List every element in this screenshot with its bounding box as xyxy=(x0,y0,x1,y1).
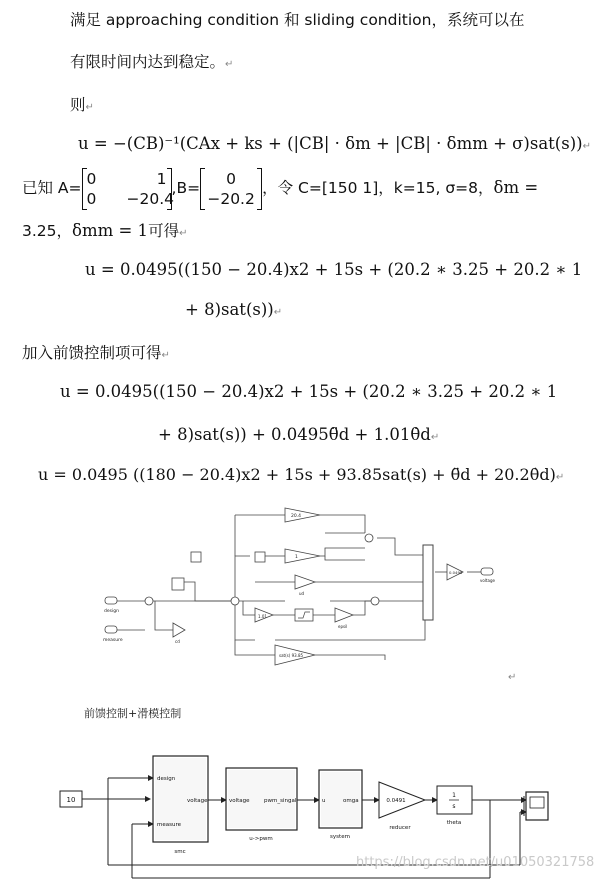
reducer-name: reducer xyxy=(389,825,411,831)
port-design-label: design xyxy=(104,609,119,614)
equation-2b-text: + 8)sat(s)) xyxy=(185,300,274,319)
gain-epsil-label: epsil xyxy=(338,624,348,629)
control-law-equation: u = −(CB)⁻¹(CAx + ks + (|CB| · δm + |CB| · δmm + σ)sat(s)) xyxy=(78,134,583,153)
port-design-shape xyxy=(105,597,117,604)
gain-101-label: 1.01 xyxy=(258,614,267,619)
equation-2b xyxy=(185,300,282,319)
paragraph-mark: ↵ xyxy=(555,472,565,483)
port-measure-shape xyxy=(105,626,117,633)
gain-20-4-label: 20.4 xyxy=(291,514,302,519)
smc-name: smc xyxy=(174,849,186,855)
paragraph-mark: ↵ xyxy=(508,672,517,683)
matrix-cell: 0 xyxy=(86,189,97,208)
derivative-block-2 xyxy=(255,552,265,562)
port-voltage-label: voltage xyxy=(480,578,495,583)
matrix-cell: −20.4 xyxy=(126,189,175,208)
smc-port-design: design xyxy=(157,776,176,782)
port-measure-label: measure xyxy=(103,638,123,643)
sum-error xyxy=(145,597,153,605)
pwm-port-voltage: voltage xyxy=(229,798,250,804)
sum-mid xyxy=(231,597,239,605)
paragraph-mark: ↵ xyxy=(179,228,188,239)
paragraph-mark: ↵ xyxy=(161,350,170,361)
equation-3b xyxy=(158,425,439,444)
equation-1 xyxy=(78,134,591,153)
paragraph-mark: ↵ xyxy=(430,432,440,443)
equation-3a-text: u = 0.0495((150 − 20.4)x2 + 15s + (20.2 ∗ 3.25 + 20.2 ∗ 1 xyxy=(60,382,558,401)
port-measure xyxy=(103,626,123,643)
equation-4 xyxy=(38,465,564,484)
equation-3a xyxy=(60,382,557,401)
matrix-a xyxy=(82,169,175,209)
gain-epsil xyxy=(335,608,353,622)
known-prefix: 已知 A= xyxy=(22,179,82,197)
derivative-block-1 xyxy=(191,552,201,562)
smc-port-measure: measure xyxy=(157,822,181,828)
derivative-block-3 xyxy=(172,578,184,590)
gain-ud xyxy=(295,575,315,589)
delta-mm-value: δmm = 1 xyxy=(72,221,149,240)
matrix-b xyxy=(200,169,262,209)
text-line-1 xyxy=(70,8,524,30)
scope-screen-icon xyxy=(530,797,544,808)
paragraph-mark: ↵ xyxy=(225,59,234,70)
system-name: system xyxy=(330,834,350,840)
equation-3b-text: + 8)sat(s)) + 0.0495θ̈d + 1.01θ̇d xyxy=(158,425,431,444)
known-mid: ,B= xyxy=(171,179,201,197)
pwm-port-out: pwm_singal xyxy=(264,798,297,804)
equation-2a-text: u = 0.0495((150 − 20.4)x2 + 15s + (20.2 ∗ 3.25 + 20.2 ∗ 1 xyxy=(85,260,583,279)
gain-cd-label: cd xyxy=(175,639,180,644)
known-tail2: 可得 xyxy=(148,222,180,240)
sum-lower xyxy=(371,597,379,605)
paragraph-mark: ↵ xyxy=(85,102,94,113)
matrix-cell: 1 xyxy=(156,169,167,188)
matrix-cell: 0 xyxy=(86,169,97,188)
pwm-name: u->pwm xyxy=(249,836,273,842)
then-line xyxy=(70,93,94,115)
system-port-u: u xyxy=(322,798,326,804)
reducer-value: 0.0491 xyxy=(386,798,406,804)
known-tail: 3.25， xyxy=(22,222,73,240)
matrix-cell: −20.2 xyxy=(207,189,255,208)
known-params: ，令 C=[150 1]，k=15, σ=8， xyxy=(262,179,494,197)
sum-upper xyxy=(365,534,373,542)
paragraph-mark: ↵ xyxy=(273,307,283,318)
mux-block xyxy=(423,545,433,620)
controller-subsystem-diagram xyxy=(95,500,495,680)
system-port-omga: omga xyxy=(343,798,359,804)
integrator-name: theta xyxy=(446,820,462,826)
matrix-cell: 0 xyxy=(226,169,237,188)
stability-text: 有限时间内达到稳定。 xyxy=(70,53,226,71)
gain-ud-label: ud xyxy=(299,591,305,596)
equation-2a xyxy=(85,260,582,279)
diagram-caption: 前馈控制+滑模控制 xyxy=(84,707,182,720)
port-design xyxy=(104,597,119,614)
gain-1-label: 1 xyxy=(295,555,298,560)
known-tail-line xyxy=(22,219,187,241)
gain-output-label: 0.0495 xyxy=(449,570,463,575)
integrator-numerator: 1 xyxy=(452,792,456,799)
constant-value: 10 xyxy=(66,796,76,804)
paragraph-mark: ↵ xyxy=(582,141,591,152)
known-line xyxy=(22,166,538,210)
text-line-2 xyxy=(70,50,233,72)
feedforward-label: 加入前馈控制项可得 xyxy=(22,344,162,362)
port-voltage xyxy=(481,568,493,575)
smc-port-voltage: voltage xyxy=(187,798,208,804)
gain-cd xyxy=(173,623,185,637)
condition-text: 满足 approaching condition 和 sliding condition，系统可以在 xyxy=(70,11,525,29)
equation-4-text: u = 0.0495 ((180 − 20.4)x2 + 15s + 93.85sat(s) + θ̈d + 20.2θ̇d) xyxy=(38,465,556,484)
delta-m-value: δm = xyxy=(493,178,539,197)
feedforward-line xyxy=(22,341,170,363)
integrator-denominator: s xyxy=(452,803,456,810)
then-text: 则 xyxy=(70,96,86,114)
csdn-watermark: https://blog.csdn.net/u010503217​58 xyxy=(356,855,595,870)
gain-1 xyxy=(285,549,320,563)
gain-sat-label: sat(s) 93.85 xyxy=(279,653,304,658)
